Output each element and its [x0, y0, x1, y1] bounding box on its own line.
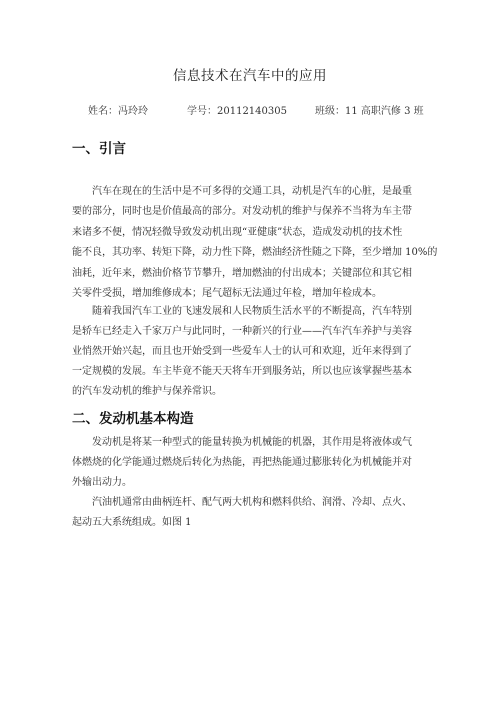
body-line: 的汽车发动机的维护与保养常识。: [72, 386, 222, 397]
body-line: 随着我国汽车工业的飞速发展和人民物质生活水平的不断提高，汽车特别: [92, 306, 412, 317]
body-line: 业悄然开始兴起，而且也开始受到一些爱车人士的认可和欢迎，近年来得到了: [72, 346, 412, 357]
class-info: 班级：11 高职汽修 3 班: [315, 106, 424, 117]
section-heading-introduction: 一、引言: [72, 141, 126, 157]
body-line: 来诸多不便，情况轻微导致发动机出现“亚健康”状态，造成发动机的技术性: [72, 227, 403, 238]
body-line: 发动机是将某一种型式的能量转换为机械能的机器，其作用是将液体或气: [92, 437, 412, 448]
body-line: 一定规模的发展。车主毕竟不能天天将车开到服务站，所以也应该掌握些基本: [72, 366, 412, 377]
body-line: 起动五大系统组成。如图 1: [72, 517, 192, 528]
body-line: 油耗，近年来，燃油价格节节攀升，增加燃油的付出成本；关键部位和其它相: [72, 268, 412, 279]
section-heading-engine-structure: 二、发动机基本构造: [72, 411, 194, 427]
body-line: 要的部分，同时也是价值最高的部分。对发动机的维护与保养不当将为车主带: [72, 206, 412, 217]
student-id: 学号：20112140305: [187, 106, 287, 117]
body-line: 能不良，其功率、转矩下降，动力性下降，燃油经济性随之下降，至少增加 10%的: [72, 247, 438, 258]
body-line: 汽车在现在的生活中是不可多得的交通工具，动机是汽车的心脏，是最重: [92, 186, 412, 197]
author-name: 姓名：冯玲玲: [88, 106, 148, 117]
body-line: 关零件受损，增加维修成本；尾气超标无法通过年检，增加年检成本。: [72, 288, 382, 299]
document-title: 信息技术在汽车中的应用: [173, 68, 327, 84]
body-line: 外输出动力。: [72, 477, 132, 488]
body-line: 是轿车已经走入千家万户与此同时，一种新兴的行业——汽车汽车养护与美容: [72, 326, 412, 337]
body-line: 汽油机通常由曲柄连杆、配气两大机构和燃料供给、润滑、冷却、点火、: [92, 497, 412, 508]
body-line: 体燃烧的化学能通过燃烧后转化为热能，再把热能通过膨胀转化为机械能并对: [72, 457, 412, 468]
